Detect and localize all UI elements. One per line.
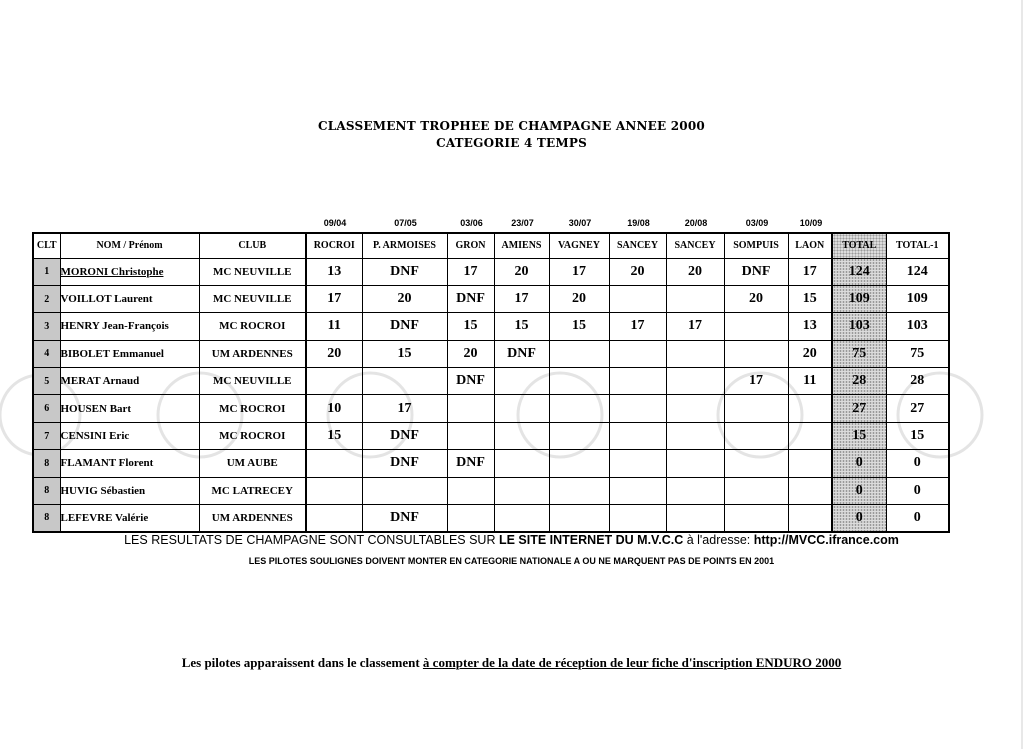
club-cell: UM AUBE [199, 450, 306, 477]
score-cell: DNF [362, 258, 447, 285]
race-date-7: 20/08 [684, 218, 708, 228]
score-cell: DNF [724, 258, 788, 285]
rank-cell: 7 [33, 422, 60, 449]
results-table [32, 232, 950, 533]
score-cell: 13 [306, 258, 362, 285]
footer-text: LES RESULTATS DE CHAMPAGNE SONT CONSULTABLES SUR [124, 533, 499, 547]
pilot-name-cell: MORONI Christophe [60, 258, 199, 285]
score-cell [666, 285, 724, 312]
score-cell [724, 505, 788, 532]
score-cell: 15 [306, 422, 362, 449]
score-cell [447, 395, 494, 422]
total-1-cell: 75 [886, 340, 949, 367]
table-row [33, 340, 949, 367]
total-cell: 28 [832, 368, 886, 395]
score-cell [549, 477, 609, 504]
score-cell: DNF [447, 368, 494, 395]
score-cell [494, 505, 549, 532]
pilot-name-cell: VOILLOT Laurent [60, 285, 199, 312]
table-row [33, 505, 949, 532]
club-cell: MC ROCROI [199, 395, 306, 422]
score-cell: 20 [724, 285, 788, 312]
header-race-2: P. ARMOISES [362, 233, 447, 258]
total-cell: 109 [832, 285, 886, 312]
score-cell: 17 [306, 285, 362, 312]
total-1-cell: 28 [886, 368, 949, 395]
pilot-name-cell: LEFEVRE Valérie [60, 505, 199, 532]
score-cell [362, 477, 447, 504]
club-cell: MC ROCROI [199, 422, 306, 449]
score-cell: 20 [362, 285, 447, 312]
total-cell: 27 [832, 395, 886, 422]
score-cell: 17 [609, 313, 666, 340]
score-cell: 17 [724, 368, 788, 395]
header-race-1: ROCROI [306, 233, 362, 258]
total-1-cell: 103 [886, 313, 949, 340]
club-cell: MC LATRECEY [199, 477, 306, 504]
score-cell: 17 [666, 313, 724, 340]
score-cell [724, 313, 788, 340]
rank-cell: 4 [33, 340, 60, 367]
score-cell [666, 505, 724, 532]
table-row [33, 395, 949, 422]
score-cell [494, 395, 549, 422]
score-cell: DNF [362, 505, 447, 532]
footer-url-link[interactable]: http://MVCC.ifrance.com [753, 533, 899, 547]
score-cell [447, 505, 494, 532]
club-cell: MC NEUVILLE [199, 368, 306, 395]
score-cell: 17 [549, 258, 609, 285]
rank-cell: 8 [33, 477, 60, 504]
score-cell [494, 422, 549, 449]
header-race-8: SOMPUIS [724, 233, 788, 258]
score-cell [609, 395, 666, 422]
score-cell: 10 [306, 395, 362, 422]
score-cell: 11 [788, 368, 832, 395]
score-cell: DNF [362, 422, 447, 449]
score-cell [609, 477, 666, 504]
rank-cell: 2 [33, 285, 60, 312]
score-cell [666, 477, 724, 504]
rank-cell: 8 [33, 505, 60, 532]
table-row [33, 313, 949, 340]
note-text: Les pilotes apparaissent dans le classement [181, 655, 423, 670]
total-cell: 103 [832, 313, 886, 340]
rank-cell: 1 [33, 258, 60, 285]
score-cell [549, 505, 609, 532]
table-header-row [33, 233, 949, 258]
total-cell: 75 [832, 340, 886, 367]
score-cell: 13 [788, 313, 832, 340]
pilot-name-cell: MERAT Arnaud [60, 368, 199, 395]
score-cell [609, 285, 666, 312]
score-cell [788, 395, 832, 422]
score-cell: 17 [362, 395, 447, 422]
total-1-cell: 124 [886, 258, 949, 285]
rank-cell: 8 [33, 450, 60, 477]
total-1-cell: 109 [886, 285, 949, 312]
rank-cell: 3 [33, 313, 60, 340]
score-cell: 15 [447, 313, 494, 340]
score-cell [788, 422, 832, 449]
score-cell [724, 340, 788, 367]
score-cell [549, 450, 609, 477]
total-cell: 0 [832, 450, 886, 477]
table-row [33, 422, 949, 449]
score-cell [494, 477, 549, 504]
score-cell [609, 340, 666, 367]
score-cell [666, 368, 724, 395]
score-cell: 20 [666, 258, 724, 285]
score-cell [494, 368, 549, 395]
score-cell [724, 422, 788, 449]
score-cell [549, 340, 609, 367]
score-cell: 20 [447, 340, 494, 367]
score-cell [609, 505, 666, 532]
score-cell: 15 [788, 285, 832, 312]
header-race-9: LAON [788, 233, 832, 258]
score-cell [306, 368, 362, 395]
total-1-cell: 15 [886, 422, 949, 449]
race-date-8: 03/09 [745, 218, 769, 228]
score-cell [724, 450, 788, 477]
table-row [33, 368, 949, 395]
page-subtitle: CATEGORIE 4 TEMPS [436, 136, 587, 150]
score-cell [447, 477, 494, 504]
score-cell: 20 [788, 340, 832, 367]
score-cell: 15 [549, 313, 609, 340]
score-cell: 17 [447, 258, 494, 285]
total-1-cell: 0 [886, 505, 949, 532]
pilot-name-cell: FLAMANT Florent [60, 450, 199, 477]
score-cell [666, 395, 724, 422]
total-1-cell: 0 [886, 477, 949, 504]
pilot-name-cell: BIBOLET Emmanuel [60, 340, 199, 367]
score-cell [724, 395, 788, 422]
score-cell: 15 [362, 340, 447, 367]
pilot-name-cell: HENRY Jean-François [60, 313, 199, 340]
page-title: CLASSEMENT TROPHEE DE CHAMPAGNE ANNEE 2000 [318, 119, 705, 133]
score-cell [306, 477, 362, 504]
score-cell [609, 450, 666, 477]
score-cell [447, 422, 494, 449]
table-row [33, 285, 949, 312]
score-cell [494, 450, 549, 477]
header-race-7: SANCEY [666, 233, 724, 258]
score-cell [306, 450, 362, 477]
race-date-2: 07/05 [394, 218, 417, 228]
score-cell [306, 505, 362, 532]
header-race-4: AMIENS [494, 233, 549, 258]
race-dates-row [0, 218, 1023, 232]
total-cell: 0 [832, 505, 886, 532]
score-cell: 20 [494, 258, 549, 285]
score-cell: 20 [609, 258, 666, 285]
score-cell: 15 [494, 313, 549, 340]
rank-cell: 5 [33, 368, 60, 395]
registration-note [0, 655, 1023, 671]
score-cell [609, 368, 666, 395]
race-date-4: 23/07 [511, 218, 534, 228]
race-date-3: 03/06 [460, 218, 483, 228]
total-cell: 0 [832, 477, 886, 504]
score-cell [549, 368, 609, 395]
score-cell: DNF [362, 313, 447, 340]
score-cell: DNF [447, 450, 494, 477]
score-cell: DNF [447, 285, 494, 312]
header-club: CLUB [199, 233, 306, 258]
total-cell: 124 [832, 258, 886, 285]
score-cell: 17 [494, 285, 549, 312]
header-race-3: GRON [447, 233, 494, 258]
total-1-cell: 27 [886, 395, 949, 422]
score-cell [549, 395, 609, 422]
score-cell [666, 422, 724, 449]
header-name: NOM / Prénom [60, 233, 199, 258]
footer-site-name: LE SITE INTERNET DU M.V.C.C [498, 533, 684, 547]
results-website-notice [0, 533, 1023, 547]
header-total: TOTAL [832, 233, 886, 258]
race-date-5: 30/07 [568, 218, 592, 228]
total-1-cell: 0 [886, 450, 949, 477]
header-clt: CLT [33, 233, 60, 258]
club-cell: MC NEUVILLE [199, 285, 306, 312]
score-cell [724, 477, 788, 504]
table-row [33, 477, 949, 504]
score-cell [362, 368, 447, 395]
score-cell: DNF [494, 340, 549, 367]
score-cell [666, 340, 724, 367]
header-total-1: TOTAL-1 [886, 233, 949, 258]
score-cell [788, 477, 832, 504]
footer-text-mid: à l'adresse: [683, 533, 754, 547]
table-row [33, 258, 949, 285]
rank-cell: 6 [33, 395, 60, 422]
pilot-name-cell: HUVIG Sébastien [60, 477, 199, 504]
race-date-9: 10/09 [799, 218, 823, 228]
club-cell: MC NEUVILLE [199, 258, 306, 285]
score-cell: 11 [306, 313, 362, 340]
underlined-pilots-notice: LES PILOTES SOULIGNES DOIVENT MONTER EN CATEGORIE NATIONALE A OU NE MARQUENT PAS DE POINTS EN 2001 [248, 556, 775, 566]
header-race-6: SANCEY [609, 233, 666, 258]
score-cell: 20 [306, 340, 362, 367]
header-race-5: VAGNEY [549, 233, 609, 258]
score-cell: 17 [788, 258, 832, 285]
score-cell: DNF [362, 450, 447, 477]
pilot-name-cell: CENSINI Eric [60, 422, 199, 449]
note-underlined-text: à compter de la date de réception de leur fiche d'inscription ENDURO 2000 [422, 655, 842, 670]
score-cell [788, 505, 832, 532]
race-date-6: 19/08 [627, 218, 650, 228]
score-cell [549, 422, 609, 449]
pilot-name-cell: HOUSEN Bart [60, 395, 199, 422]
score-cell [666, 450, 724, 477]
race-date-1: 09/04 [323, 218, 347, 228]
score-cell [609, 422, 666, 449]
score-cell: 20 [549, 285, 609, 312]
total-cell: 15 [832, 422, 886, 449]
club-cell: UM ARDENNES [199, 505, 306, 532]
score-cell [788, 450, 832, 477]
table-row [33, 450, 949, 477]
club-cell: UM ARDENNES [199, 340, 306, 367]
club-cell: MC ROCROI [199, 313, 306, 340]
